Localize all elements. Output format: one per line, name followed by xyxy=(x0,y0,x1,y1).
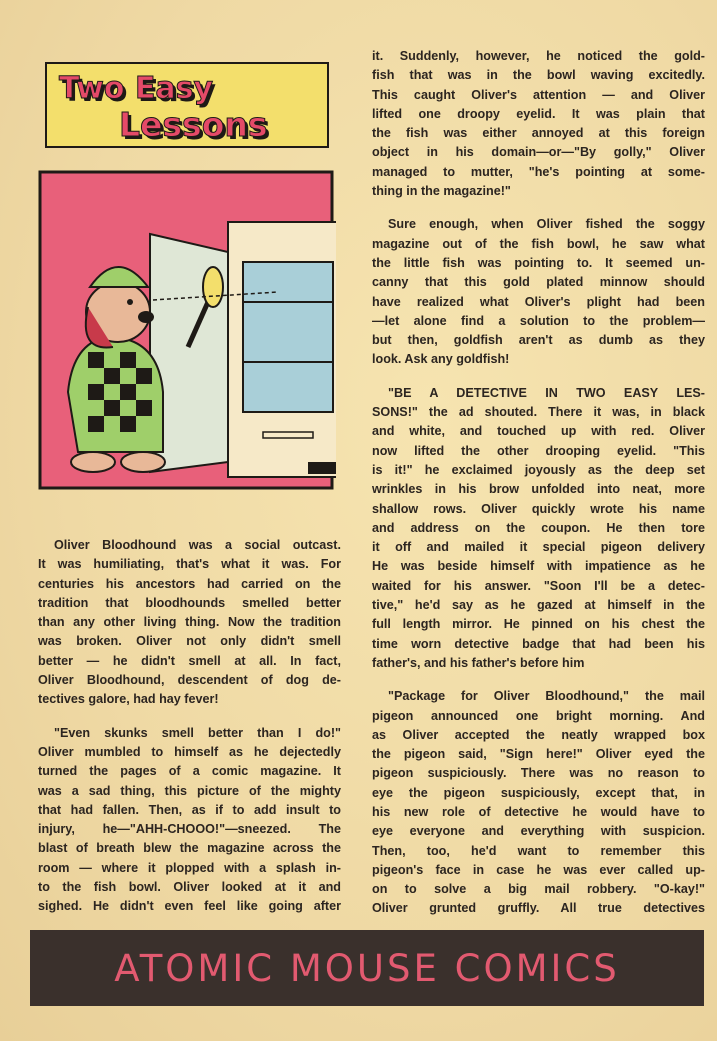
left-text-column xyxy=(38,536,341,931)
text-line: waited for his answer. "Soon I'll be a detec- xyxy=(372,578,705,593)
text-line: managed to mutter, "he's pointing at some- xyxy=(372,164,705,179)
story-paragraph xyxy=(38,536,341,710)
text-line: it off and mailed it special pigeon delivery xyxy=(372,540,705,555)
text-line: better — he didn't smell at all. In fact, xyxy=(38,653,341,668)
comic-title-banner xyxy=(30,930,704,1006)
text-line: it. Suddenly, however, he noticed the gold- xyxy=(372,49,705,63)
text-line: father's, and his father's before him xyxy=(372,655,585,670)
text-line: as Oliver accepted the neatly wrapped box xyxy=(372,727,705,742)
text-line: to the fish bowl. Oliver looked at it and xyxy=(38,880,341,895)
text-line: eye everyone and everything with suspicion. xyxy=(372,824,705,839)
banner-text: ATOMIC MOUSE COMICS xyxy=(114,946,620,990)
text-line: the little fish was pointing to. It seemed un- xyxy=(372,255,705,270)
text-line: This caught Oliver's attention — and Oliver xyxy=(372,87,705,102)
text-line: the fish was either annoyed at this foreign xyxy=(372,126,705,141)
text-line: shallow rows. Oliver quickly wrote his name xyxy=(372,501,705,516)
illustration-panel xyxy=(38,162,336,492)
text-line: "Even skunks smell better than I do!" xyxy=(54,725,341,740)
text-line: pigeon announced one bright morning. And xyxy=(372,708,705,723)
text-line: full length mirror. He pinned on his chest the xyxy=(372,617,705,632)
text-line: was a sad thing, this picture of the mighty xyxy=(38,783,341,798)
text-line: "BE A DETECTIVE IN TWO EASY LES- xyxy=(388,385,705,400)
detective-dog-illustration xyxy=(38,162,336,492)
text-line: and white, and touched up with red. Oliver xyxy=(372,424,705,439)
text-line: but then, goldfish aren't as dumb as they xyxy=(372,333,705,348)
text-line: his new role of detective he would have to xyxy=(372,804,705,819)
text-line: blast of breath blew the magazine across the xyxy=(38,841,341,856)
story-title-box xyxy=(45,62,329,148)
text-line: wrinkles in his brow unfolded into neat, more xyxy=(372,482,705,497)
text-line: tectives galore, had hay fever! xyxy=(38,692,219,707)
text-line: He was beside himself with impatience as he xyxy=(372,559,705,574)
story-paragraph xyxy=(372,687,705,919)
text-line: the pigeon said, "Sign here!" Oliver eyed the xyxy=(372,747,705,762)
story-paragraph xyxy=(372,47,705,201)
text-line: magazine out of the fish bowl, he saw what xyxy=(372,236,705,251)
text-line: object in his domain—or—"By golly," Oliver xyxy=(372,145,705,160)
text-line: than any other living thing. Now the tradition xyxy=(38,615,341,630)
text-line: Oliver Bloodhound was a social outcast. xyxy=(54,538,341,552)
title-line1: Two Easy xyxy=(59,71,214,106)
text-line: and address on the coupon. He then tore xyxy=(372,520,705,535)
text-line: pigeon suspiciously. There was no reason to xyxy=(372,766,705,781)
text-line: Oliver grunted gruffly. All true detectives xyxy=(372,901,705,916)
text-line: tradition that bloodhounds smelled better xyxy=(38,595,341,610)
text-line: Oliver Bloodhound, descendent of dog de- xyxy=(38,673,341,688)
text-line: canny that this gold plated minnow should xyxy=(372,275,705,290)
text-line: eye the pigeon suspiciously, except that, in xyxy=(372,785,705,800)
text-line: thing in the magazine!" xyxy=(372,184,511,199)
text-line: was broken. Oliver not only didn't smell xyxy=(38,634,341,649)
story-paragraph xyxy=(38,724,341,917)
title-line2: Lessons xyxy=(119,105,268,144)
text-line: —let alone find a solution to the problem— xyxy=(372,313,705,328)
text-line: Oliver mumbled to himself as he dejectedly xyxy=(38,744,341,759)
text-line: lifted one droopy eyelid. It was plain that xyxy=(372,106,705,121)
text-line: pigeon's face in case he was ever called up- xyxy=(372,862,705,877)
text-line: is it!" he exclaimed joyously as the deep set xyxy=(372,462,705,477)
text-line: injury, he—"AHH-CHOOO!"—sneezed. The xyxy=(38,822,341,837)
text-line: fish that was in the bowl waving excitedly. xyxy=(372,68,705,83)
text-line: have realized what Oliver's plight had been xyxy=(372,294,705,309)
text-line: tive," he'd say as he gazed at himself in the xyxy=(372,598,705,613)
text-line: time worn detective badge that had been his xyxy=(372,636,705,651)
text-line: "Package for Oliver Bloodhound," the mail xyxy=(388,689,705,704)
text-line: centuries his ancestors had carried on the xyxy=(38,576,341,591)
text-line: turned the pages of a comic magazine. It xyxy=(38,764,341,779)
text-line: Sure enough, when Oliver fished the soggy xyxy=(388,217,705,232)
text-line: on to solve a big mail robbery. "O-kay!" xyxy=(372,882,705,897)
text-line: that had fallen. Then, as if to add insult to xyxy=(38,802,341,817)
text-line: room — where it plopped with a splash in- xyxy=(38,860,341,875)
text-line: Then, too, he'd want to remember this xyxy=(372,843,705,858)
text-line: now lifted the other drooping eyelid. "This xyxy=(372,443,705,458)
text-line: It was humiliating, that's what it was. For xyxy=(38,557,341,572)
text-line: sighed. He didn't even feel like going after xyxy=(38,899,341,914)
text-line: look. Ask any goldfish! xyxy=(372,352,510,367)
right-text-column xyxy=(372,47,705,933)
text-line: SONS!" the ad shouted. There it was, in black xyxy=(372,405,705,420)
story-paragraph xyxy=(372,215,705,369)
story-paragraph xyxy=(372,384,705,673)
